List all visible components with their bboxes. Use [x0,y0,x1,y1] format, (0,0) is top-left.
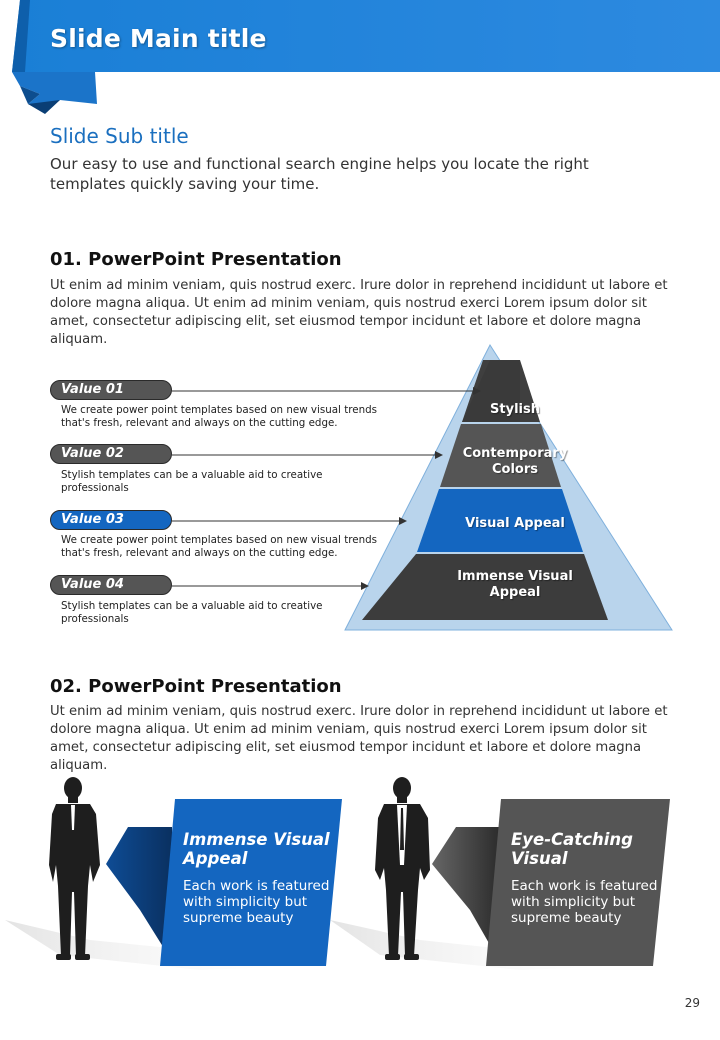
pyramid-label-4: Immense Visual Appeal [457,569,573,600]
intro-text: Our easy to use and functional search engine helps you locate the right templates quickly saving your time. [50,155,589,193]
title-banner [0,0,720,130]
value-pill-3: Value 03 [50,510,172,530]
pyramid-label-3: Visual Appeal [465,516,565,531]
value-desc-3: We create power point templates based on new visual trends that's fresh, relevant and always on the cutting edge. [61,534,378,559]
pyramid-label-1: Stylish [490,402,540,417]
section2-heading: 02. PowerPoint Presentation [50,676,342,697]
card-1-text: Each work is featured with simplicity but supreme beauty [183,878,330,926]
subtitle: Slide Sub title [50,124,189,148]
card-2-title: Eye-Catching Visual [511,830,633,868]
cards-illustration [0,770,720,980]
card-1-title: Immense Visual Appeal [183,830,330,868]
page-title: Slide Main title [50,24,267,53]
value-pill-1: Value 01 [50,380,172,400]
card-2-text: Each work is featured with simplicity but supreme beauty [511,878,658,926]
pyramid-label-2: Contemporary Colors [462,446,568,477]
section1-body: Ut enim ad minim veniam, quis nostrud exerc. Irure dolor in reprehend incididunt ut labore et dolore magna aliqua. Ut enim ad minim veniam, quis nostrud exerci Lorem ipsum dolor sit amet, consectetur adipiscing elit, set eiusmod tempor incidunt et labore et dolore magna aliquam. [50,278,668,347]
value-desc-1: We create power point templates based on new visual trends that's fresh, relevant and always on the cutting edge. [61,404,378,429]
section1-heading: 01. PowerPoint Presentation [50,249,342,270]
section2-body: Ut enim ad minim veniam, quis nostrud exerc. Irure dolor in reprehend incididunt ut labore et dolore magna aliqua. Ut enim ad minim veniam, quis nostrud exerci Lorem ipsum dolor sit amet, consectetur adipiscing elit, set eiusmod tempor incidunt et labore et dolore magna aliquam. [50,704,668,773]
value-pill-4: Value 04 [50,575,172,595]
page-number: 29 [684,996,700,1010]
value-pill-2: Value 02 [50,444,172,464]
value-desc-4: Stylish templates can be a valuable aid to creative professionals [61,600,323,625]
value-desc-2: Stylish templates can be a valuable aid to creative professionals [61,469,323,494]
